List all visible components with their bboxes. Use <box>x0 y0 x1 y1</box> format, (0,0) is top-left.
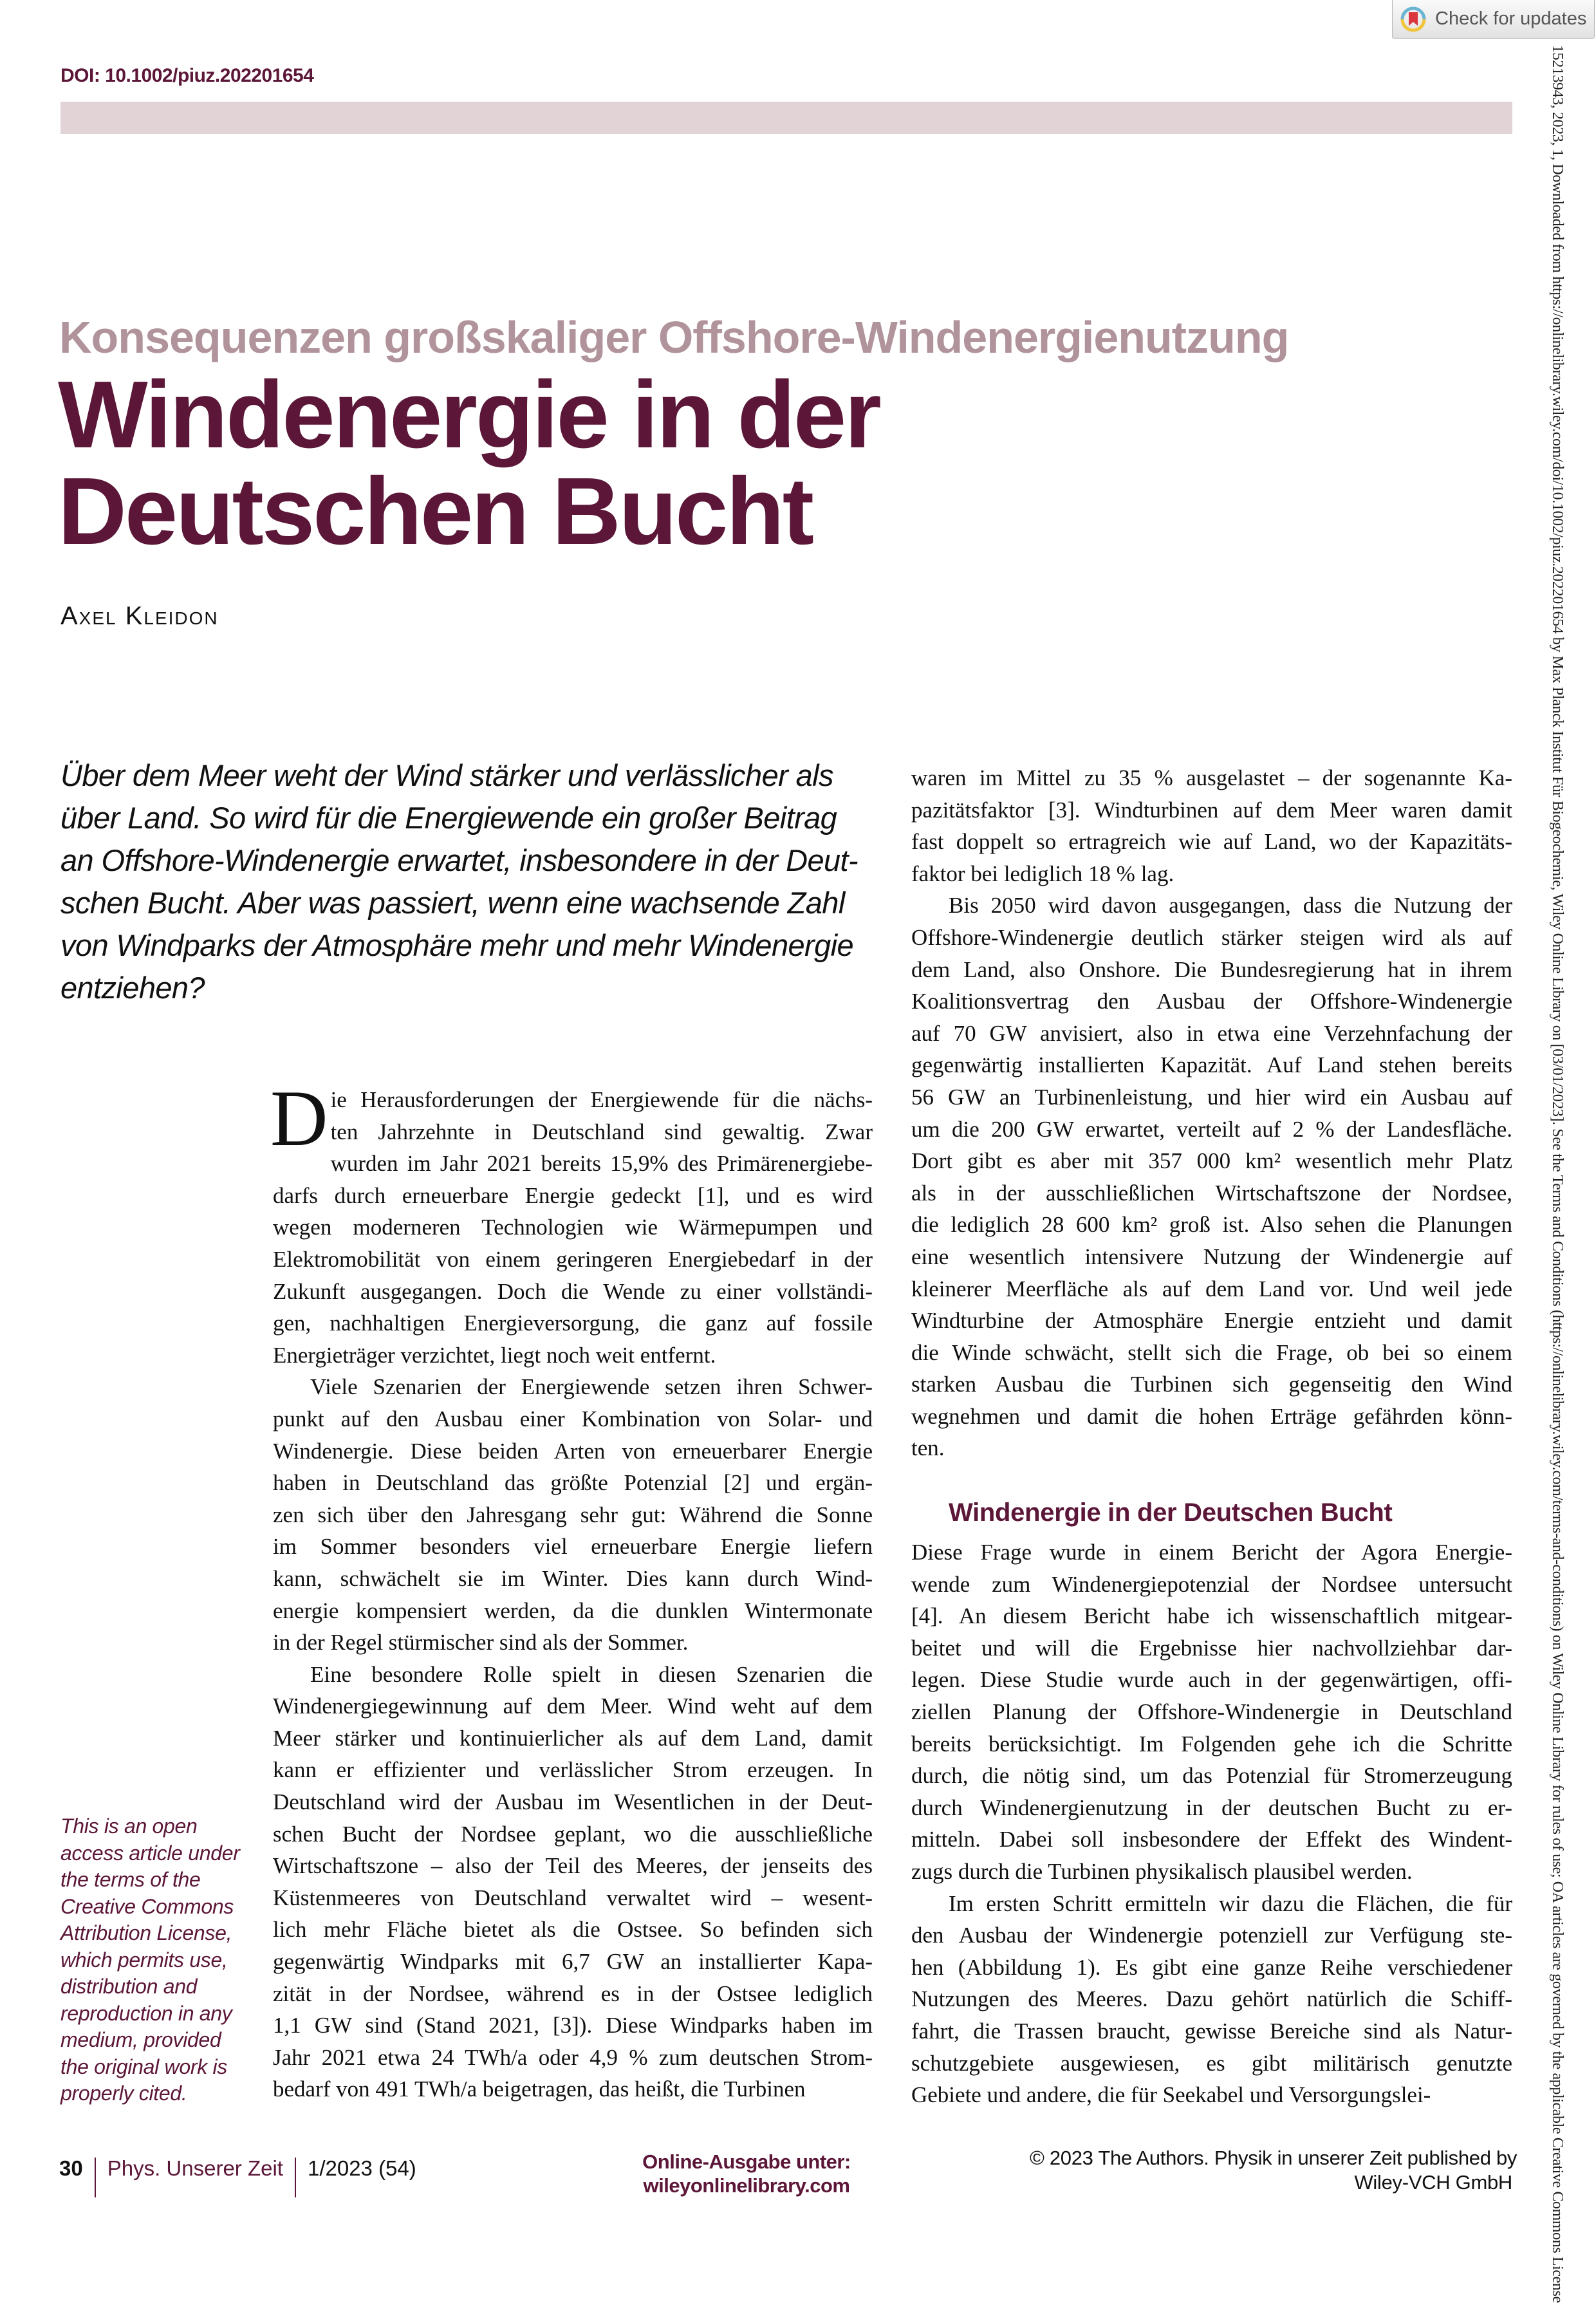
text-line: darfs durch erneuerbare Energie gedeckt [1], und es wird <box>273 1182 873 1208</box>
text-line: mitteln. Dabei soll insbesondere der Effekt des Windent- <box>911 1827 1512 1852</box>
check-for-updates-button[interactable] <box>1392 0 1595 39</box>
text-line: schen Bucht der Nordsee geplant, wo die ausschließliche <box>273 1821 873 1847</box>
page-number: 30 <box>59 2156 83 2180</box>
text-line: fahrt, die Trassen braucht, gewisse Bereiche sind als Natur- <box>911 2018 1512 2044</box>
text-line: lich mehr Fläche bietet als die Ostsee. So befinden sich <box>273 1917 873 1943</box>
text-line: Dort gibt es aber mit 357 000 km² wesentlich mehr Platz <box>911 1148 1512 1174</box>
article-lead <box>60 754 871 1009</box>
header-band <box>60 102 1512 134</box>
text-line: bedarf von 491 TWh/a beigetragen, das heißt, die Turbinen <box>273 2076 806 2102</box>
text-line: starken Ausbau die Turbinen sich gegenseitig den Wind <box>911 1372 1512 1397</box>
body-column-2 <box>911 762 1512 2111</box>
license-line: which permits use, <box>60 1948 228 1972</box>
text-line: Windenergie. Diese beiden Arten von erneuerbarer Energie <box>273 1438 873 1464</box>
lead-line: über Land. So wird für die Energiewende ein großer Beitrag <box>60 801 837 835</box>
text-line: die lediglich 28 600 km² groß ist. Also sehen die Planungen <box>911 1212 1512 1238</box>
text-line: wegnehmen und damit die hohen Erträge gefährden könn- <box>911 1403 1512 1429</box>
license-line: the original work is <box>60 2055 228 2078</box>
license-line: Attribution License, <box>60 1921 232 1944</box>
text-line: haben in Deutschland das größte Potenzial [2] und ergän- <box>273 1470 873 1496</box>
title-line: Deutschen Bucht <box>58 458 813 564</box>
download-notice: 15213943, 2023, 1, Downloaded from https://onlinelibrary.wiley.com/doi/10.1002/piuz.202201654 by Max Planck Institut Für Biogeochemie, Wiley Online Library on [03/01/2023]. See the Terms and Conditions (https://onlinelibrary.wiley.com/terms-and-conditions) on Wiley Online Library for rules of use; OA articles are governed by the applicable Creative Commons License <box>1549 45 1566 2303</box>
copyright-notice <box>1030 2146 1517 2195</box>
body-column-1 <box>270 1074 873 2105</box>
text-line: punkt auf den Ausbau einer Kombination von Solar- und <box>273 1406 873 1431</box>
online-label: Online-Ausgabe unter: <box>642 2150 851 2173</box>
text-line: Viele Szenarien der Energiewende setzen ihren Schwer- <box>310 1374 873 1400</box>
text-line: Energieträger verzichtet, liegt noch weit entfernt. <box>273 1342 716 1368</box>
text-line: ziellen Planung der Offshore-Windenergie in Deutschland <box>911 1699 1512 1725</box>
text-line: wende zum Windenergiepotenzial der Nordsee untersucht <box>911 1571 1512 1597</box>
text-line: Eine besondere Rolle spielt in diesen Szenarien die <box>310 1661 873 1687</box>
text-line: 56 GW an Turbinenleistung, und hier wird ein Ausbau auf <box>911 1084 1512 1110</box>
article-kicker: Konsequenzen großskaliger Offshore-Windenergienutzung <box>59 312 1289 362</box>
text-line: dem Land, also Onshore. Die Bundesregierung hat in ihrem <box>911 956 1512 982</box>
text-line: eine wesentlich intensivere Nutzung der Windenergie auf <box>911 1244 1512 1269</box>
text-line: Elektromobilität von einem geringeren Energiebedarf in der <box>273 1246 873 1272</box>
license-line: the terms of the <box>60 1868 201 1891</box>
text-line: Nutzungen des Meeres. Dazu gehört natürlich die Schiff- <box>911 1986 1512 2012</box>
online-edition-link[interactable] <box>631 2150 862 2197</box>
lead-line: von Windparks der Atmosphäre mehr und mehr Windenergie <box>60 928 854 962</box>
footer-divider <box>295 2158 296 2197</box>
text-line: den Ausbau der Windenergie potenziell zur Verfügung ste- <box>911 1923 1512 1948</box>
text-line: Deutschland wird der Ausbau im Wesentlichen in der Deut- <box>273 1789 873 1815</box>
license-line: Creative Commons <box>60 1894 234 1918</box>
text-line: kleinerer Meerfläche als auf dem Land vor. Und weil jede <box>911 1276 1512 1301</box>
text-line: zität in der Nordsee, während es in der Ostsee lediglich <box>273 1981 873 2006</box>
text-line: Windturbine der Atmosphäre Energie entzieht und damit <box>911 1308 1512 1334</box>
license-line: properly cited. <box>60 2082 187 2105</box>
text-line: schutzgebiete ausgewiesen, es gibt militärisch genutzte <box>911 2050 1512 2076</box>
text-line: gegenwärtig installierten Kapazität. Auf Land stehen bereits <box>911 1052 1512 1078</box>
online-url[interactable]: wileyonlinelibrary.com <box>643 2174 850 2197</box>
footer-divider <box>95 2158 96 2197</box>
text-line: im Sommer besonders viel erneuerbare Energie liefern <box>273 1534 873 1560</box>
text-line: hen (Abbildung 1). Es gibt eine ganze Reihe verschiedener <box>911 1954 1512 1980</box>
text-line: gegenwärtig Windparks mit 6,7 GW an installierter Kapa- <box>273 1949 873 1975</box>
text-line: zugs durch die Turbinen physikalisch plausibel werden. <box>911 1859 1413 1884</box>
text-line: energie kompensiert werden, da die dunklen Wintermonate <box>273 1598 873 1623</box>
text-line: bereits berücksichtigt. Im Folgenden gehe ich die Schritte <box>911 1731 1512 1757</box>
text-line: Koalitionsvertrag den Ausbau der Offshore-Windenergie <box>911 989 1512 1014</box>
text-line: Offshore-Windenergie deutlich stärker steigen wird als auf <box>911 924 1512 950</box>
text-line: pazitätsfaktor [3]. Windturbinen auf dem Meer waren damit <box>911 797 1512 823</box>
copyright-line: © 2023 The Authors. Physik in unserer Zeit published by <box>1030 2147 1517 2169</box>
doi-link[interactable]: DOI: 10.1002/piuz.202201654 <box>60 65 314 86</box>
text-line: durch, die nötig sind, um das Potenzial für Stromerzeugung <box>911 1763 1512 1789</box>
text-line: faktor bei lediglich 18 % lag. <box>911 861 1174 886</box>
text-line: gen, nachhaltigen Energieversorgung, die ganz auf fossile <box>273 1310 873 1336</box>
text-line: wurden im Jahr 2021 bereits 15,9% des Primärenergiebe- <box>330 1151 873 1177</box>
journal-name: Phys. Unserer Zeit <box>107 2156 283 2180</box>
issue-number: 1/2023 (54) <box>307 2156 416 2180</box>
license-line: This is an open <box>60 1814 198 1838</box>
text-line: durch Windenergienutzung in der deutschen Bucht zu er- <box>911 1795 1512 1820</box>
title-line: Windenergie in der <box>58 362 880 468</box>
text-line: auf 70 GW anvisiert, also in etwa eine Verzehnfachung der <box>911 1020 1512 1046</box>
text-line: [4]. An diesem Bericht habe ich wissenschaftlich mitgear- <box>911 1603 1512 1629</box>
text-line: Meer stärker und kontinuierlicher als auf dem Land, damit <box>273 1725 873 1751</box>
license-line: distribution and <box>60 1975 198 1998</box>
text-line: waren im Mittel zu 35 % ausgelastet – der sogenannte Ka- <box>911 765 1512 790</box>
text-line: kann, schwächelt sie im Winter. Dies kann durch Wind- <box>273 1565 873 1591</box>
text-line: Diese Frage wurde in einem Bericht der Agora Energie- <box>911 1540 1512 1565</box>
text-line: Wirtschaftszone – also der Teil des Meeres, der jenseits des <box>273 1853 873 1879</box>
text-line: die Winde schwächt, stellt sich die Frage, ob bei so einem <box>911 1339 1512 1365</box>
license-line: medium, provided <box>60 2028 221 2051</box>
text-line: Zukunft ausgegangen. Doch die Wende zu einer vollständi- <box>273 1278 873 1304</box>
text-line: Gebiete und andere, die für Seekabel und Versorgungslei- <box>911 2082 1431 2108</box>
text-line: fast doppelt so ertragreich wie auf Land, wo der Kapazitäts- <box>911 829 1512 855</box>
author-name: Axel Kleidon <box>60 602 219 630</box>
text-line: Windenergiegewinnung auf dem Meer. Wind weht auf dem <box>273 1693 873 1719</box>
text-line: ten. <box>911 1435 945 1461</box>
text-line: ie Herausforderungen der Energiewende für die nächs- <box>330 1087 873 1112</box>
license-line: reproduction in any <box>60 2001 232 2025</box>
text-line: zen sich über den Jahresgang sehr gut: Während die Sonne <box>273 1502 873 1527</box>
text-line: 1,1 GW sind (Stand 2021, [3]). Diese Windparks haben im <box>273 2013 873 2038</box>
text-line: wegen moderneren Technologien wie Wärmepumpen und <box>273 1215 873 1240</box>
text-line: Im ersten Schritt ermitteln wir dazu die Flächen, die für <box>949 1890 1512 1916</box>
text-line: Jahr 2021 etwa 24 TWh/a oder 4,9 % zum deutschen Strom- <box>273 2044 873 2070</box>
article-title <box>58 362 880 564</box>
lead-line: entziehen? <box>60 971 205 1005</box>
text-line: Bis 2050 wird davon ausgegangen, dass die Nutzung der <box>949 893 1512 918</box>
footer-citation <box>59 2156 416 2197</box>
text-line: Küstenmeeres von Deutschland verwaltet wird – wesent- <box>273 1885 873 1910</box>
text-line: kann er effizienter und verlässlicher Strom erzeugen. In <box>273 1757 873 1783</box>
text-line: um die 200 GW erwartet, verteilt auf 2 % der Landesfläche. <box>911 1116 1512 1142</box>
text-line: beitet und will die Ergebnisse hier nachvollziehbar dar- <box>911 1635 1512 1661</box>
license-notice <box>60 1813 254 2107</box>
copyright-line: Wiley-VCH GmbH <box>1354 2171 1512 2194</box>
drop-cap: D <box>270 1074 328 1162</box>
text-line: in der Regel stürmischer sind als der Sommer. <box>273 1630 689 1655</box>
license-line: access article under <box>60 1841 240 1865</box>
text-line: ten Jahrzehnte in Deutschland sind gewaltig. Zwar <box>330 1119 873 1144</box>
check-for-updates-label: Check for updates <box>1435 8 1587 29</box>
lead-line: an Offshore-Windenergie erwartet, insbesondere in der Deut- <box>60 843 858 877</box>
lead-line: Über dem Meer weht der Wind stärker und verlässlicher als <box>60 758 833 792</box>
text-line: legen. Diese Studie wurde auch in der gegenwärtigen, offi- <box>911 1667 1512 1693</box>
lead-line: schen Bucht. Aber was passiert, wenn eine wachsende Zahl <box>60 886 845 920</box>
text-line: als in der ausschließlichen Wirtschaftszone der Nordsee, <box>911 1180 1512 1206</box>
section-heading: Windenergie in der Deutschen Bucht <box>949 1498 1393 1527</box>
crossmark-icon <box>1400 6 1426 32</box>
